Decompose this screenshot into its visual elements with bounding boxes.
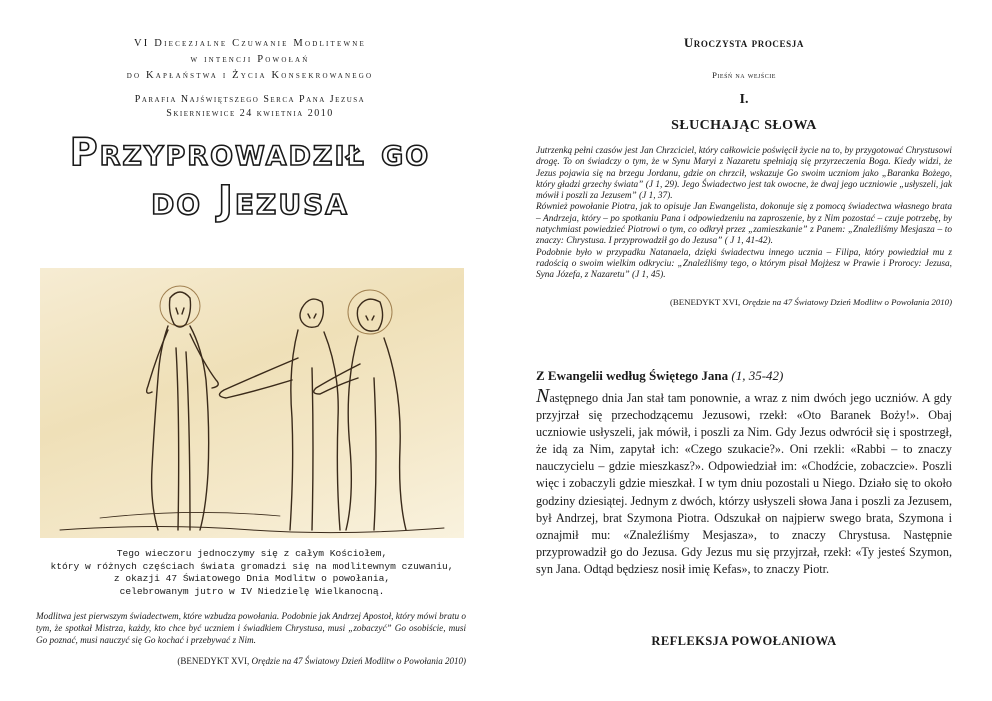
evening-line: Tego wieczoru jednoczymy się z całym Kościołem, — [116, 548, 388, 559]
reflection-title: REFLEKSJA POWOŁANIOWA — [651, 634, 837, 648]
evening-line: celebrowanym jutro w IV Niedzielę Wielkanocną. — [119, 585, 385, 597]
gospel-body: astępnego dnia Jan stał tam ponownie, a wraz z nim dwóch jego uczniów. A gdy przyjrzał się przechodzącemu Jezusowi, rzekł: «Oto Baranek Boży!». Obaj uczniowie usłyszeli, jak mówił, i poszli za Nim. Gdy Jezus odwrócił się i spostrzegł, że idą za Nim, zapytał ich: «Czego szukacie?». Oni rzekli: «Rabbi – to znaczy nauczycielu – gdzie mieszkasz?». Odpowiedział im: «Chodźcie, zobaczcie». Poszli więc i zobaczyli gdzie mieszkał. I w tym dniu pozostali u Niego. Działo się to około godziny dziesiątej. Jednym z dwóch, którzy usłyszeli słowa Jana i poszli za Jezusem, był Andrzej, brat Szymona Piotra. Odszukał on najpierw swego brata, Szymona i oznajmił mu: «Znaleźliśmy Mesjasza», to znaczy Chrystusa. Następnie przyprowadził go do Jezusa. Gdy Jezus mu się przyjrzał, rzekł: «Ty jesteś Szymon, syn Jana. Odtąd będziesz nosił imię Kefas», to znaczy Piotr. — [536, 391, 952, 576]
gospel-reference: (1, 35-42) — [731, 368, 784, 383]
section-number: I. — [739, 92, 749, 107]
gospel-heading-text: Z Ewangelii według Świętego Jana — [536, 368, 729, 383]
source-author: (BENEDYKT XVI, — [177, 656, 252, 666]
evening-line: który w różnych częściach świata gromadzi się na modlitewnym czuwaniu, — [50, 560, 454, 572]
source-work: Orędzie na 47 Światowy Dzień Modlitw o Powołania 2010) — [251, 656, 466, 666]
main-title-line2: do Jezusa — [151, 178, 349, 224]
benedict-quote-right — [536, 146, 952, 282]
quote-paragraph: Również powołanie Piotra, jak to opisuje Jan Ewangelista, dokonuje się z pomocą świadectwa własnego brata – Andrzeja, który – po spotkaniu Pana i odpowiedzeniu na zaproszenie, by z Nim pozostać – czuje potrzebę, by natychmiast powiedzieć Piotrowi o tym, co odkrył przez „zamieszkanie” z Panem: „Znaleźliśmy Mesjasza – to znaczy: Chrystusa. I przyprowadził go do Jezusa” ( J 1, 41-42). — [536, 202, 952, 247]
line-drawing — [40, 268, 464, 538]
benedict-quote-left: Modlitwa jest pierwszym świadectwem, które wzbudza powołania. Podobnie jak Andrzej Apostoł, który mówi bratu o tym, że spotkał Mistrza, każdy, kto chce być uczniem i świadkiem Chrystusa, musi „zobaczyć” Go osobiście, musi Go poznać, musi nauczyć się Go kochać i przebywać z Nim. — [36, 611, 466, 645]
source-author: (BENEDYKT XVI, — [669, 297, 743, 307]
main-title — [40, 130, 460, 224]
event-title — [40, 36, 460, 84]
procession-title: Uroczysta procesja — [684, 36, 804, 50]
evening-line: z okazji 47 Światowego Dnia Modlitw o powołania, — [113, 573, 391, 585]
gospel-reading — [536, 385, 952, 578]
source-work: Orędzie na 47 Światowy Dzień Modlitw o Powołania 2010) — [742, 297, 952, 307]
event-date: Skierniewice 24 kwietnia 2010 — [166, 108, 334, 119]
event-header — [40, 36, 460, 121]
entrance-song-label: Pieśń na wejście — [712, 70, 776, 80]
section-title: SŁUCHAJĄC SŁOWA — [671, 118, 817, 133]
gospel-heading — [536, 368, 952, 384]
evening-message — [40, 548, 464, 598]
right-page — [496, 0, 992, 701]
jesus-disciples-illustration — [40, 268, 464, 538]
parish-name: Parafia Najświętszego Serca Pana Jezusa — [134, 94, 366, 105]
quote-source-right — [536, 297, 952, 307]
parish-info — [40, 93, 460, 121]
event-title-line: do Kapłaństwa i Życia Konsekrowanego — [126, 70, 374, 81]
quote-paragraph: Jutrzenką pełni czasów jest Jan Chrzciciel, który całkowicie poświęcił życie na to, by przygotować Chrystusowi drogę. To on świadczy o tym, że w Synu Maryi z Nazaretu spełniają się przyrzeczenia Boga. Kiedy widzi, że Jezus pojawia się na brzegu Jordanu, gdzie on chrzcił, wskazuje Go swoim uczniom jako „Baranka Bożego, który gładzi grzechy świata” (J 1, 29). Jego Świadectwo jest tak owocne, że dwaj jego uczniowie „usłyszeli, jak mówił i poszli za Jezusem” (J 1, 37). — [536, 146, 952, 202]
drop-cap: N — [536, 385, 550, 407]
main-title-line1: Przyprowadził go — [69, 130, 431, 174]
quote-paragraph: Podobnie było w przypadku Natanaela, dzięki świadectwu innego ucznia – Filipa, który powiedział mu z radością o swoim wielkim odkryciu: „Znaleźliśmy tego, o którym pisał Mojżesz w Prawie i Prorocy: Jezusa, Syna Józefa, z Nazaretu” (J 1, 45). — [536, 247, 952, 281]
quote-source-left — [36, 656, 466, 666]
event-title-line: VI Diecezjalne Czuwanie Modlitewne — [134, 38, 366, 49]
event-title-line: w intencji Powołań — [190, 54, 310, 65]
